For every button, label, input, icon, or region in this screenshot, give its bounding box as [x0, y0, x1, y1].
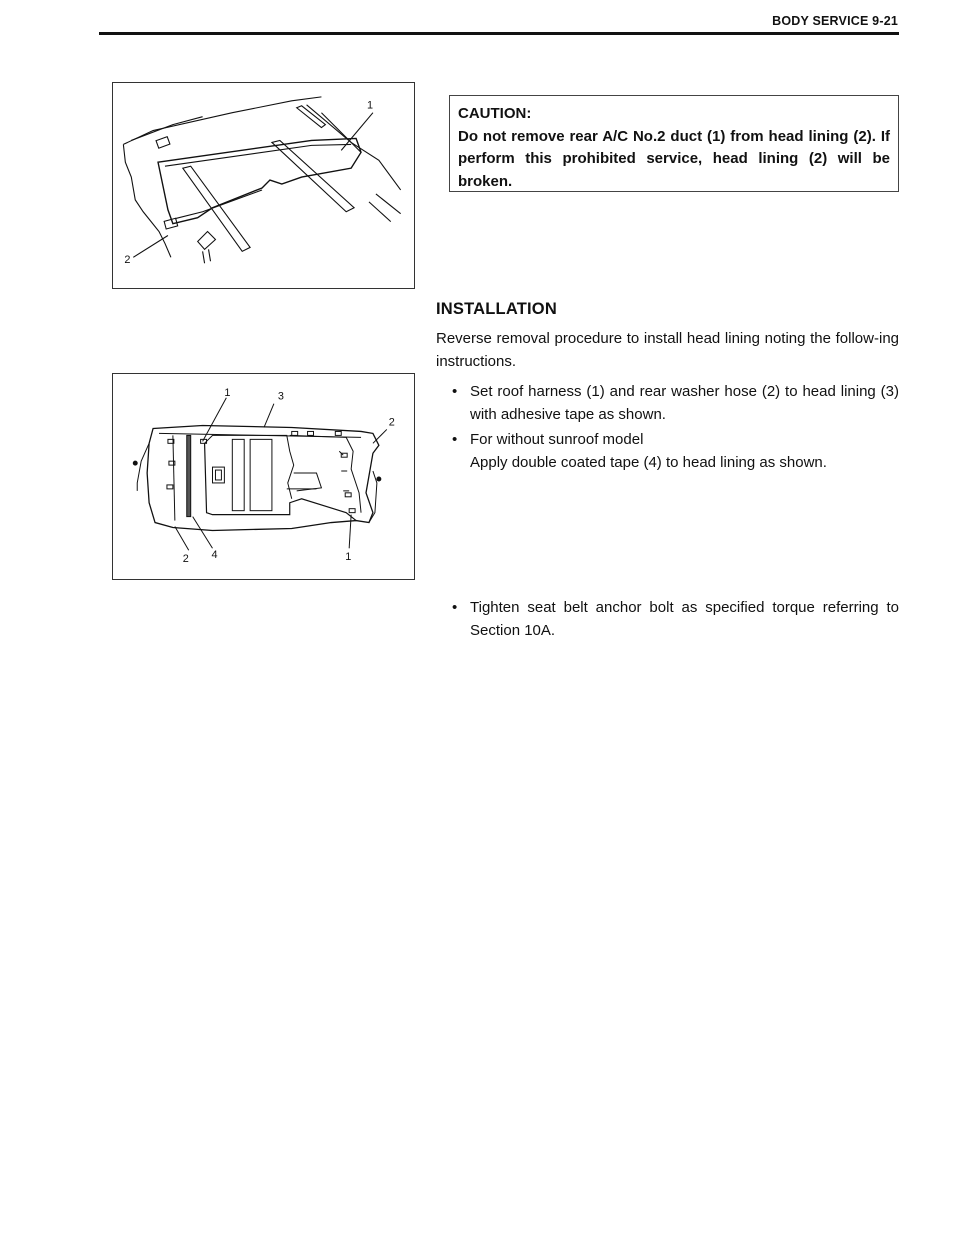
bullet-icon: •: [452, 430, 458, 448]
bullet-text: Set roof harness (1) and rear washer hose (2) to head lining (3) with adhesive tape as shown.: [470, 383, 899, 424]
caution-box: [449, 95, 899, 192]
list-item: [452, 428, 899, 475]
callout-4: 4: [211, 549, 218, 562]
callout-leader-4: [193, 517, 213, 549]
bullet-icon: •: [452, 383, 458, 400]
installation-bullets: [452, 380, 899, 475]
caution-heading: CAUTION:: [458, 105, 532, 122]
list-item: [452, 596, 899, 643]
installation-intro: Reverse removal procedure to install head lining noting the follow-ing instructions.: [436, 330, 899, 371]
caution-body: Do not remove rear A/C No.2 duct (1) from head lining (2). If perform this prohibited service, head lining (2) will be broken.: [458, 128, 890, 190]
callout-1b: 1: [345, 551, 352, 564]
figure-harness-routing: [112, 373, 415, 580]
page-header-title: BODY SERVICE 9-21: [772, 14, 898, 28]
bullet-subtext: Apply double coated tape (4) to head lining as shown.: [470, 453, 827, 471]
installation-heading: INSTALLATION: [436, 300, 557, 318]
installation-bullets-continued: [452, 596, 899, 644]
roof-harness: [205, 443, 357, 520]
roof-duct-illustration: [113, 83, 414, 288]
header-rule: [99, 32, 899, 35]
ac-duct-panel: [158, 138, 361, 223]
callout-leader-1: [341, 113, 373, 151]
list-item: [452, 380, 899, 427]
callout-leader-2: [133, 236, 168, 258]
harness-routing-illustration: [113, 374, 414, 579]
callout-leader-3: [264, 404, 274, 428]
figure-rear-ac-duct: [112, 82, 415, 289]
callout-leader-1b: [349, 515, 351, 549]
double-coated-tape: [187, 435, 191, 516]
bullet-text: Tighten seat belt anchor bolt as specified torque referring to Section 10A.: [470, 599, 899, 640]
bullet-text: For without sunroof model: [470, 430, 644, 448]
callout-2b: 2: [182, 553, 189, 566]
bullet-icon: •: [452, 599, 458, 616]
callout-1: 1: [224, 386, 231, 399]
callout-3: 3: [277, 390, 284, 403]
callout-2: 2: [388, 416, 395, 429]
callout-1: 1: [366, 99, 374, 112]
callout-2: 2: [124, 254, 131, 267]
callout-leader-2b: [175, 527, 189, 551]
